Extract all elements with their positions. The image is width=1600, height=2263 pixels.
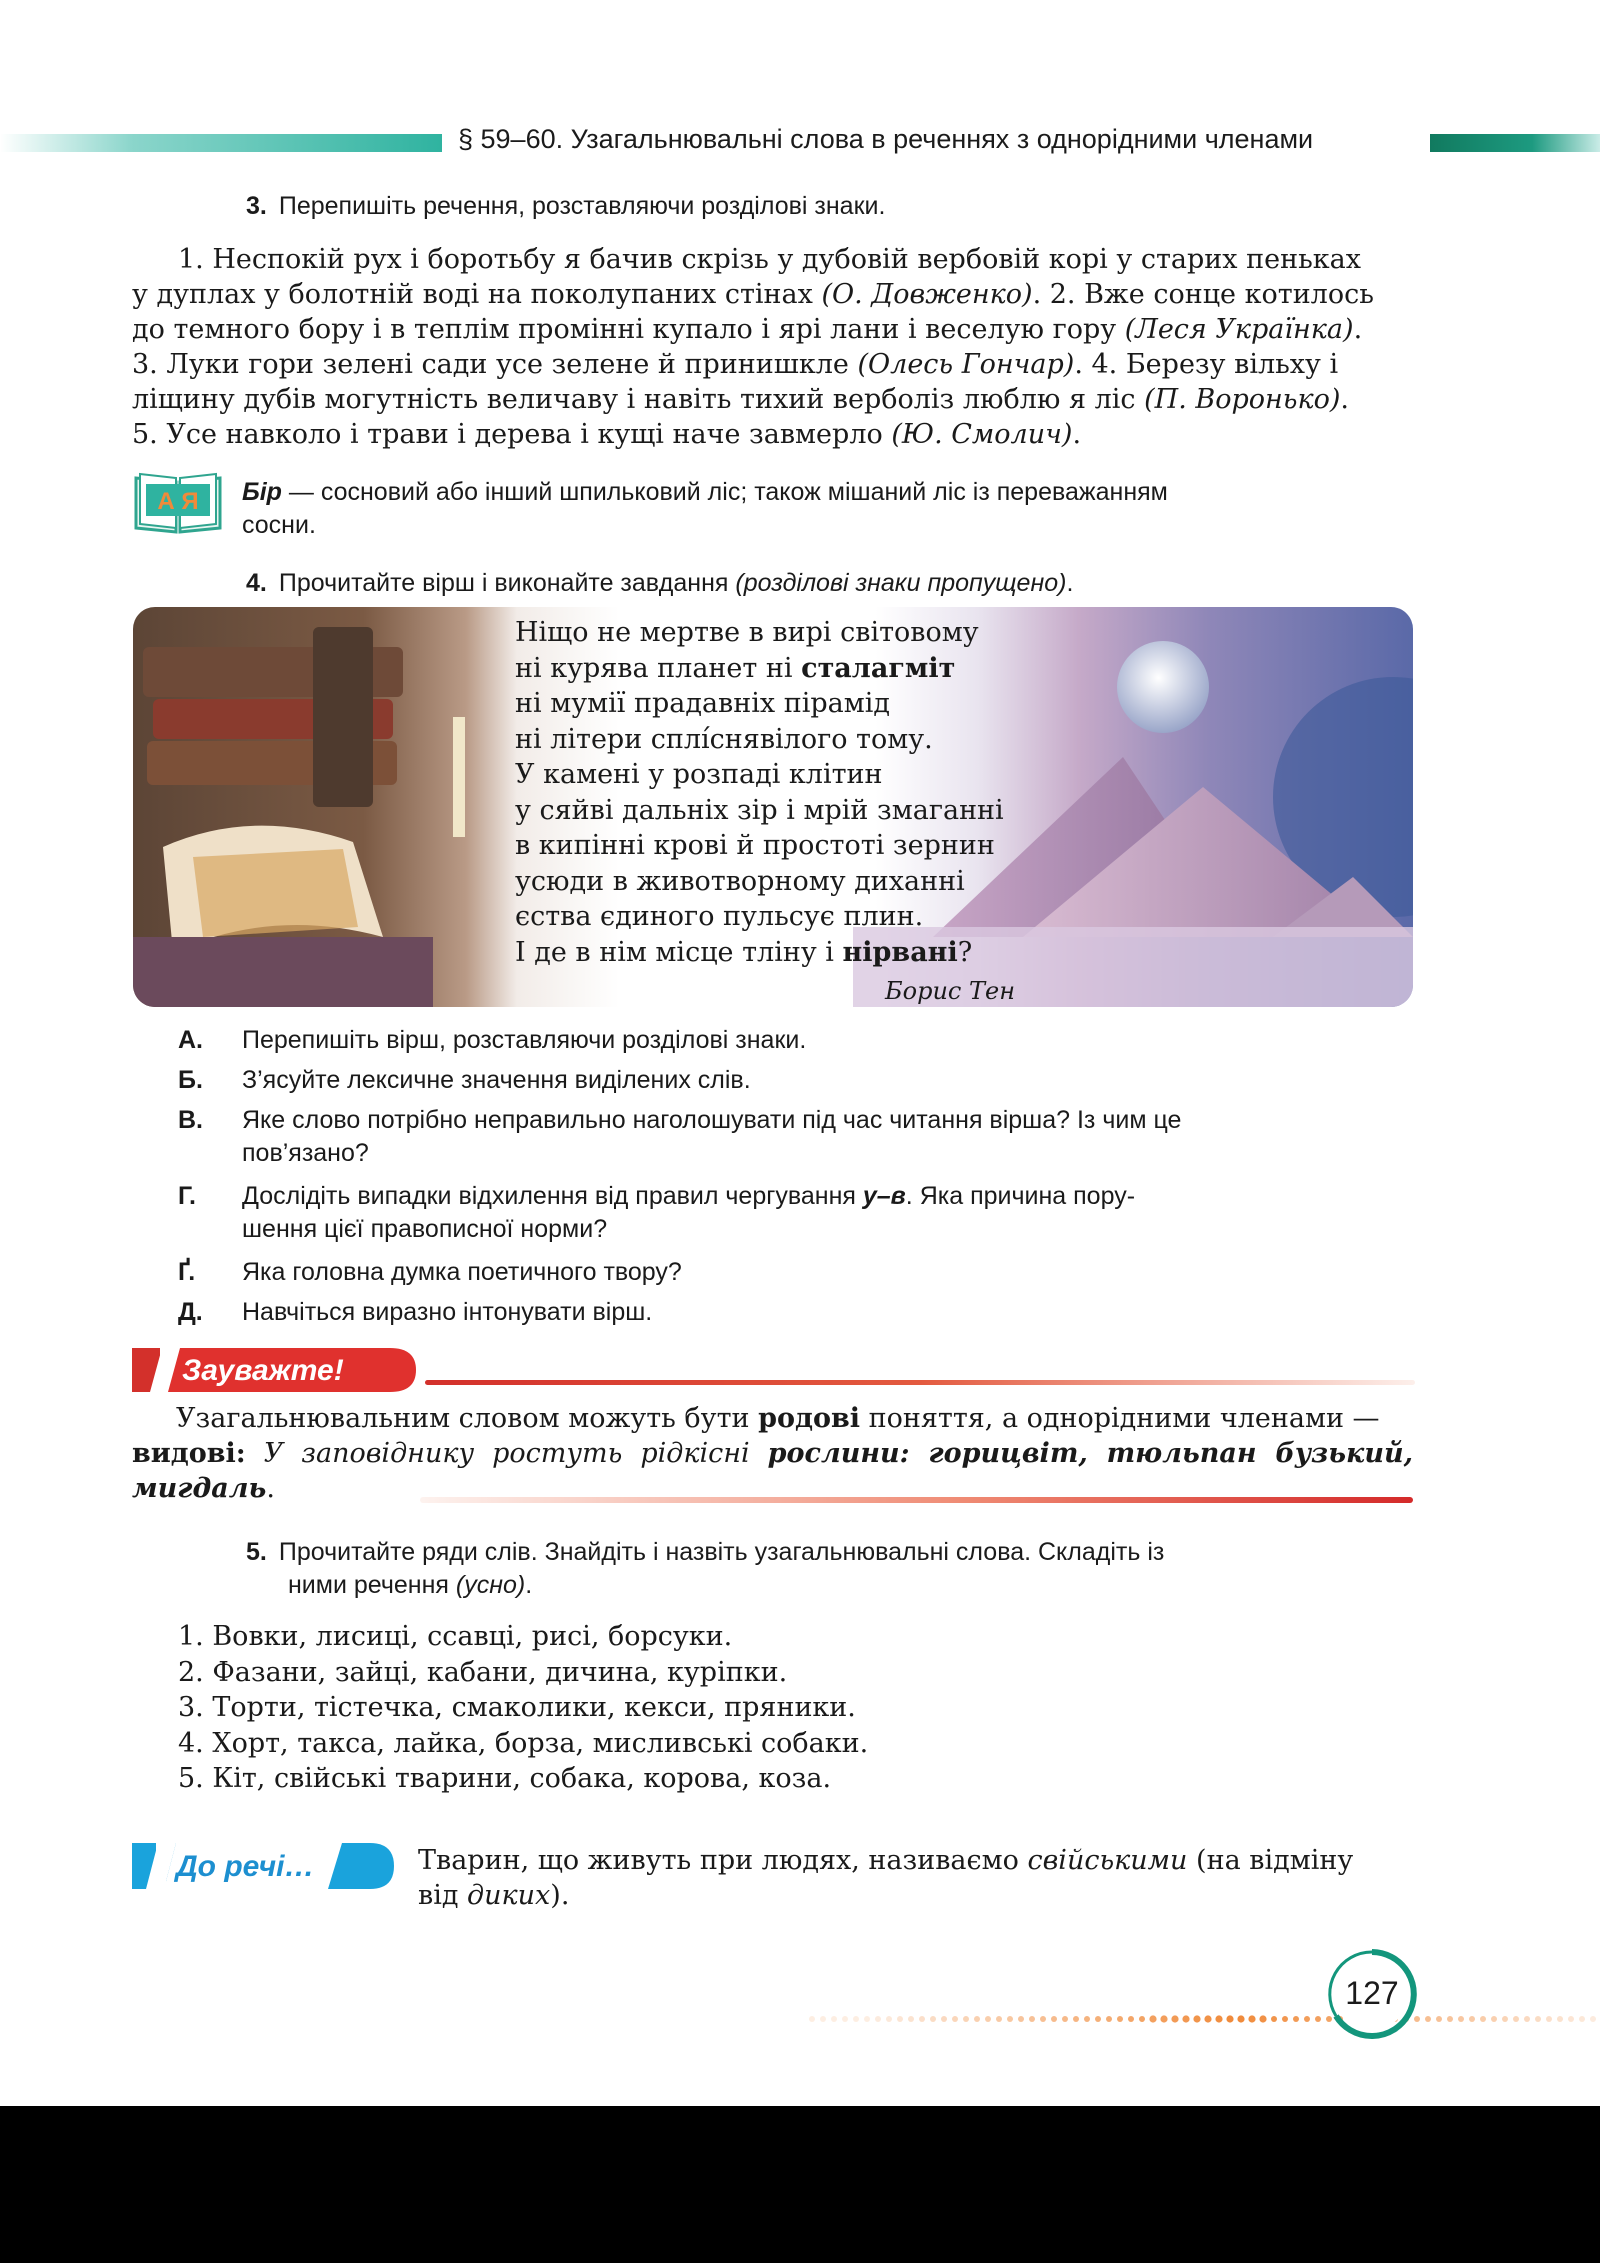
task-5-instruction-line2: ними речення [288,1571,456,1599]
page-dot [963,2016,969,2022]
page-number: 127 [1345,1975,1399,2011]
poem-line-text: в кипінні крові й простоті зернин [515,830,995,861]
page-dot [1182,2015,1189,2022]
page-dot [941,2016,947,2022]
task-5-instruction-line1: Прочитайте ряди слів. Знайдіть і назвіть узагальнювальні слова. Складіть із [278,1538,1165,1566]
task-3-line-source: (Олесь Гончар) [857,349,1075,380]
question-text [242,1064,1272,1097]
page-header-title: § 59–60. Узагальнювальні слова в реченнях з однорідними членами [458,124,1314,154]
poem-line [515,722,1004,758]
header-bar-right [1430,134,1600,152]
question-text-bold [863,1182,906,1210]
note-text-part1-end: поняття, а однорідними членами — [860,1403,1380,1434]
task-3-line-source: (Ю. Смолич) [891,419,1073,450]
task-3-line [132,277,1413,312]
page-dot [1447,2016,1453,2022]
page-dot [1007,2016,1013,2022]
page-dot [1139,2016,1145,2022]
page-dot [1271,2016,1277,2022]
page-dot [1458,2016,1464,2022]
task-3-line-text: 3. Луки гори зелені сади усе зелене й принишкле [132,349,858,380]
page-dot [1590,2016,1596,2022]
page-dot [974,2016,980,2022]
page-dot [1579,2016,1585,2022]
task-3-line-tail: . [1353,314,1363,345]
page-dot [1149,2015,1156,2022]
task-4-instruction-note: (розділові знаки пропущено) [735,569,1067,597]
page-dot [1469,2016,1475,2022]
note-label [132,1348,416,1392]
page-dot [1117,2016,1123,2022]
page-dot [1480,2016,1486,2022]
page-dot [897,2016,903,2022]
poem-highlighted-word: нірвані [842,936,958,968]
page-dot [1226,2015,1233,2022]
poem-line [515,686,1004,722]
glossary-definition [242,476,1272,542]
poem-line-text: ні курява планет ні [515,652,802,684]
page-dot [1128,2016,1134,2022]
page-dot [1568,2016,1574,2022]
page-dot [985,2016,991,2022]
page-dot [1084,2016,1090,2022]
question-letter: А. [178,1026,203,1054]
task-3-line [132,242,1459,277]
poem-line-text: Ніщо не мертве в вирі світовому [515,617,979,648]
poem-line-text: ні мумії прадавніх пірамід [515,688,890,719]
note-text-bold1: родові [758,1403,861,1434]
question-text-bold-italic: у–в [862,1182,906,1210]
page-dots-decoration [806,2014,1600,2024]
task-5-list-item: 1. Вовки, лисиці, ссавці, рисі, борсуки. [178,1621,733,1652]
question-text-part-d: шення цієї правописної норми? [242,1215,608,1243]
task-4-number: 4. [246,569,267,597]
page-dot [1095,2016,1101,2022]
task-3-line-source: (О. Довженко) [821,279,1033,310]
page-dot [1193,2015,1200,2022]
old-books-image [133,627,465,1007]
poem-author: Борис Тен [885,977,1015,1005]
page-dot [1315,2016,1321,2022]
task-3-instruction: Перепишіть речення, розставляючи розділові знаки. [278,192,886,220]
poem-line-text: ні літери сплíснявілого тому. [515,723,933,755]
poem-line-text: усюди в животворному диханні [515,865,965,897]
page-dot [1557,2016,1563,2022]
task-3-line-text: 1. Неспокій рух і боротьбу я бачив скрізь у дубовій вербовій корі у старих пеньках [178,244,1361,275]
task-3-line-tail: . 4. Березу вільху і [1074,349,1339,380]
task-5-instruction-note: (усно) [455,1571,526,1599]
glossary-term: Бір [242,478,282,506]
page-dot [1282,2016,1288,2022]
page-dot [1304,2016,1310,2022]
question-text-content: З’ясуйте лексичне значення виділених слів. [242,1066,751,1094]
poem-line [515,793,1004,829]
question-letter: Г. [178,1182,196,1210]
page-dot [1018,2016,1024,2022]
note-text [132,1401,1413,1506]
dorechi-text-part1-end: (на відміну [1187,1845,1354,1876]
page-dot [1051,2016,1057,2022]
poem-line [515,899,1004,935]
poem-highlighted-word: сталагміт [801,652,956,684]
page-dot [1106,2016,1112,2022]
task-5-instruction-end: . [525,1571,533,1599]
glossary-definition-line2: сосни. [242,511,316,539]
dorechi-text-part2: від [418,1880,468,1911]
page-dot [1524,2016,1530,2022]
poem-line [515,615,1004,651]
page-dot [864,2016,870,2022]
note-line-bottom [420,1497,1413,1503]
question-text-content: Яке слово потрібно неправильно наголошувати під час читання вірша? Із чим це пов’язано? [242,1106,1182,1167]
task-3-line-source: (П. Воронько) [1144,384,1341,415]
dorechi-text [418,1843,1413,1913]
page-dot [1491,2016,1497,2022]
header-bar-left [0,134,442,152]
page-dot [1237,2015,1244,2022]
dorechi-text-italic1: свійськими [1027,1845,1188,1876]
question-letter: Д. [178,1298,203,1326]
page-dot [809,2016,815,2022]
task-3-line-tail: . [1340,384,1349,415]
question-text-content: Перепишіть вірш, розставляючи розділові знаки. [242,1026,807,1054]
page-dot [1029,2016,1035,2022]
page-dot [930,2016,936,2022]
page-dot [820,2016,826,2022]
page-dot [842,2016,848,2022]
page-dot [1040,2016,1046,2022]
page-dot [1215,2015,1222,2022]
question-text [242,1180,1272,1246]
task-3-line-text: 5. Усе навколо і трави і дерева і кущі наче завмерло [132,419,892,450]
note-text-bold-italic: рослини: горицвіт, тюльпан бузький, мигдаль [132,1438,1413,1504]
task-5-number: 5. [246,1538,267,1566]
note-label-text: Зауважте! [182,1354,344,1387]
dorechi-label-text: До речі… [176,1850,315,1883]
task-4-instruction: Прочитайте вірш і виконайте завдання [278,569,736,597]
task-3-number: 3. [246,192,267,220]
task-3-line [132,417,1413,452]
poem-line [515,651,1004,687]
question-letter: Ґ. [178,1258,196,1286]
poem-line-text: І де в нім місце тліну і [515,936,843,968]
page-dot [996,2016,1002,2022]
dorechi-text-italic2: диких [467,1880,551,1911]
task-3-line-text: у дуплах у болотній воді на поколупаних стінах [132,279,822,310]
bottom-black-area [0,2106,1600,2263]
poem-line [515,935,1004,971]
poem-line [515,757,1004,793]
page-dot [886,2016,892,2022]
note-text-bold2: видові: [132,1438,246,1469]
poem-line [515,864,1004,900]
poem-text [515,615,1004,970]
dorechi-text-part1: Тварин, що живуть при людях, називаємо [418,1845,1028,1876]
question-text-content: Яка головна думка поетичного твору? [242,1258,682,1286]
task-5-heading [246,1536,1164,1602]
glossary-definition-line1: — сосновий або інший шпильковий ліс; також мішаний ліс із переважанням [281,478,1168,506]
page-dot [1062,2016,1068,2022]
dictionary-icon-letters: А Я [157,488,199,515]
page-dot [1513,2016,1519,2022]
page-dot [1293,2016,1299,2022]
question-text [242,1024,1272,1057]
task-5-list-item: 2. Фазани, зайці, кабани, дичина, куріпки. [178,1656,788,1688]
task-3-line-tail: . 2. Вже сонце котилось [1032,279,1374,310]
task-3-line [132,382,1413,417]
task-3-line-text: до темного бору і в теплім промінні купало і ярі лани і веселую гору [132,314,1125,345]
page-dot [1436,2016,1442,2022]
question-letter: В. [178,1106,203,1134]
page-dot [1171,2015,1178,2022]
page-dot [1425,2016,1431,2022]
task-3-line-tail: . [1072,419,1082,450]
task-3-line [132,347,1413,382]
question-text-part-c: . Яка причина пору- [905,1182,1136,1210]
poem-line-tail: ? [957,936,973,968]
note-line-top [425,1380,1415,1385]
page-dot [952,2016,958,2022]
task-5-list-item: 4. Хорт, такса, лайка, борза, мисливські собаки. [178,1727,869,1759]
poem-line-text: у сяйві дальніх зір і мрій змаганні [515,794,1004,826]
question-text [242,1296,1272,1329]
page-dot [1073,2016,1079,2022]
task-4-heading [246,569,1073,598]
task-3-heading [246,192,885,221]
page-dot [875,2016,881,2022]
question-letter: Б. [178,1066,203,1094]
page-dot [853,2016,859,2022]
page-dot [1535,2016,1541,2022]
page-dot [1160,2015,1167,2022]
page-dot [1248,2015,1255,2022]
task-4-instruction-end: . [1066,569,1074,597]
poem-line-text: У камені у розпаді клітин [515,759,883,790]
note-text-part1: Узагальнювальним словом можуть бути [176,1403,759,1434]
question-text-content: Навчіться виразно інтонувати вірш. [242,1298,653,1326]
task-5-list-item: 3. Торти, тістечка, смаколики, кекси, пряники. [178,1692,856,1723]
dorechi-text-part2-end: ). [550,1880,570,1911]
page-dot [919,2016,925,2022]
task-3-line-text: ліщину дубів могутність величаву і навіть тихий верболіз люблю я ліс [132,384,1145,415]
task-3-line-source: (Леся Українка) [1124,314,1354,345]
note-text-end: . [266,1473,275,1504]
dorechi-label [132,1843,394,1889]
page-dot [1204,2015,1211,2022]
poem-line [515,828,1004,864]
page-dot [1546,2016,1552,2022]
dictionary-icon [132,470,224,534]
poem-line-text: єства єдиного пульсує плин. [515,901,924,932]
page-number-badge [1326,1948,1418,2040]
page-dot [831,2016,837,2022]
question-text [242,1104,1272,1170]
page-dot [1502,2016,1508,2022]
note-text-italic: У заповіднику ростуть рідкісні [245,1438,768,1469]
task-3-line [132,312,1413,347]
page-dot [908,2016,914,2022]
task-5-list-item: 5. Кіт, свійські тварини, собака, корова, коза. [178,1763,832,1794]
question-text-part-a: Дослідіть випадки відхилення від правил чергування [242,1182,863,1210]
page-dot [1259,2015,1266,2022]
question-text [242,1256,1272,1289]
